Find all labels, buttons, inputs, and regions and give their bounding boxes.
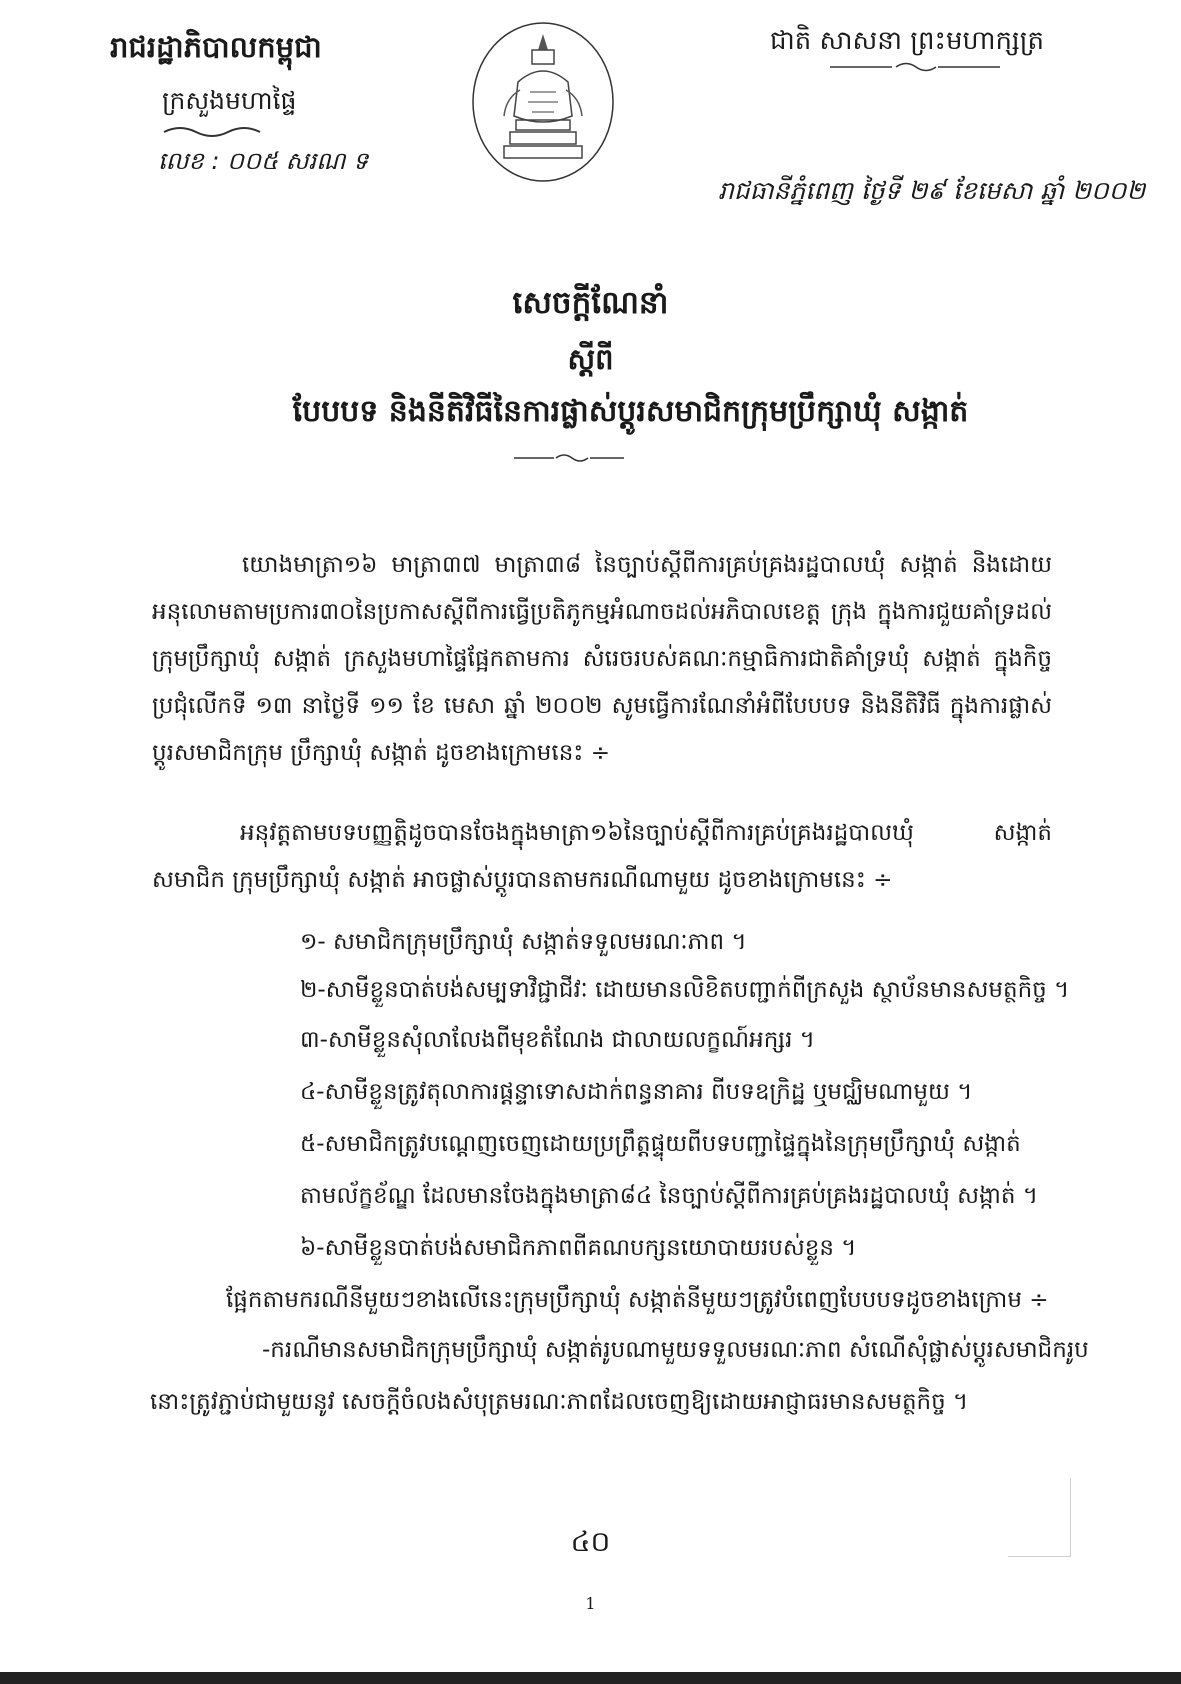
title-divider-icon	[514, 452, 624, 464]
ministry-title: រាជរដ្ឋាភិបាលកម្ពុជា	[110, 30, 322, 64]
motto-divider-icon	[830, 60, 1000, 74]
paragraph-procedure: ផ្អែកតាមករណីនីមួយៗខាងលើនេះក្រុមប្រឹក្សាឃុំ សង្កាត់នីមួយៗត្រូវបំពេញបែបបទដូចខាងក្រោម ÷	[226, 1287, 1049, 1313]
paragraph-cases-intro: អនុវត្តតាមបទបញ្ញត្តិដូចបានចែងក្នុងមាត្រា១៦នៃច្បាប់ស្តីពីការគ្រប់គ្រងរដ្ឋបាលឃុំ សង្កាត់ សមាជិក ក្រុមប្រឹក្សាឃុំ សង្កាត់ អាចផ្លាស់ប្តូរបានតាមករណីណាមួយ ដូចខាងក្រោមនេះ ÷	[152, 820, 1052, 893]
list-item: ៥-សមាជិកត្រូវបណ្តេញចេញដោយប្រព្រឹត្តផ្ទុយពីបទបញ្ជាផ្ទៃក្នុងនៃក្រុមប្រឹក្សាឃុំ សង្កាត់	[300, 1131, 1021, 1157]
paragraph-death-case-continuation: នោះត្រូវភ្ជាប់ជាមួយនូវ សេចក្តីចំលងសំបុត្រមរណៈភាពដែលចេញឱ្យដោយអាជ្ញាធរមានសមត្ថកិច្ច ។	[150, 1389, 969, 1415]
scan-edge	[0, 1672, 1181, 1684]
paragraph-death-case: -ករណីមានសមាជិកក្រុមប្រឹក្សាឃុំ សង្កាត់រូបណាមួយទទួលមរណៈភាព សំណើសុំផ្លាស់ប្តូរសមាជិករូប	[262, 1337, 1089, 1363]
list-item: ៤-សាមីខ្លួនត្រូវតុលាការផ្តន្ទាទោសដាក់ពន្ធនាគារ ពីបទឧក្រិដ្ឋ ឬមជ្ឈិមណាមួយ ។	[300, 1079, 973, 1105]
page-number-khmer: ៤០	[570, 1525, 611, 1558]
list-item: ៣-សាមីខ្លួនសុំលាលែងពីមុខតំណែង ជាលាយលក្ខណ៍អក្សរ ។	[300, 1027, 815, 1053]
royal-seal-icon	[470, 20, 616, 184]
page-number: 1	[585, 1594, 596, 1613]
list-item: ១- សមាជិកក្រុមប្រឹក្សាឃុំ សង្កាត់ទទួលមរណៈភាព ។	[300, 929, 747, 955]
document-topic: បែបបទ និងនីតិវិធីនៃការផ្លាស់ប្តូរសមាជិកក្រុមប្រឹក្សាឃុំ សង្កាត់	[292, 394, 969, 429]
national-motto: ជាតិ សាសនា ព្រះមហាក្សត្រ	[770, 26, 1044, 56]
list-item: ២-សាមីខ្លួនបាត់បង់សម្បទាវិជ្ជាជីវៈ ដោយមានលិខិតបញ្ជាក់ពីក្រសួង ស្ថាប័នមានសមត្ថកិច្ច ។	[300, 977, 1070, 1003]
document-title: សេចក្តីណែនាំ	[512, 285, 669, 321]
date-line: រាជធានីភ្នំពេញ ថ្ងៃទី ២៩ ខែមេសា ឆ្នាំ ២០០២	[718, 176, 1146, 205]
ministry-subtitle: ក្រសួងមហាផ្ទៃ	[162, 86, 297, 115]
document-subtitle: ស្តីពី	[567, 342, 614, 376]
ornament-divider-icon	[160, 124, 270, 138]
reference-number: លេខ : ០០៥ សរណ ទ	[158, 147, 369, 175]
list-item-continuation: តាមល័ក្ខខ័ណ្ឌ ដែលមានចែងក្នុងមាត្រា៨៤ នៃច្បាប់ស្តីពីការគ្រប់គ្រងរដ្ឋបាលឃុំ សង្កាត់ ។	[300, 1183, 1038, 1209]
paragraph-reference: យោងមាត្រា១៦ មាត្រា៣៧ មាត្រា៣៨ នៃច្បាប់ស្តីពីការគ្រប់គ្រងរដ្ឋបាលឃុំ សង្កាត់ និងដោយ អនុលោមតាមប្រការ៣០នៃប្រកាសស្តីពីការធ្វើប្រតិភូកម្មអំណាចដល់អភិបាលខេត្ត ក្រុង ក្នុងការជួយគាំទ្រដល់ ក្រុមប្រឹក្សាឃុំ សង្កាត់ ក្រសួងមហាផ្ទៃផ្អែកតាមការ សំរេចរបស់គណៈកម្មាធិការជាតិគាំទ្រឃុំ សង្កាត់ ក្នុងកិច្ចប្រជុំលើកទី ១៣ នាថ្ងៃទី ១១ ខែ មេសា ឆ្នាំ ២០០២ សូមធ្វើការណែនាំអំពីបែបបទ និងនីតិវិធី ក្នុងការផ្លាស់ប្តូរសមាជិកក្រុម ប្រឹក្សាឃុំ សង្កាត់ ដូចខាងក្រោមនេះ ÷	[152, 552, 1052, 766]
scan-artifact	[1008, 1478, 1071, 1557]
list-item: ៦-សាមីខ្លួនបាត់បង់សមាជិកភាពពីគណបក្សនយោបាយរបស់ខ្លួន ។	[300, 1235, 857, 1261]
